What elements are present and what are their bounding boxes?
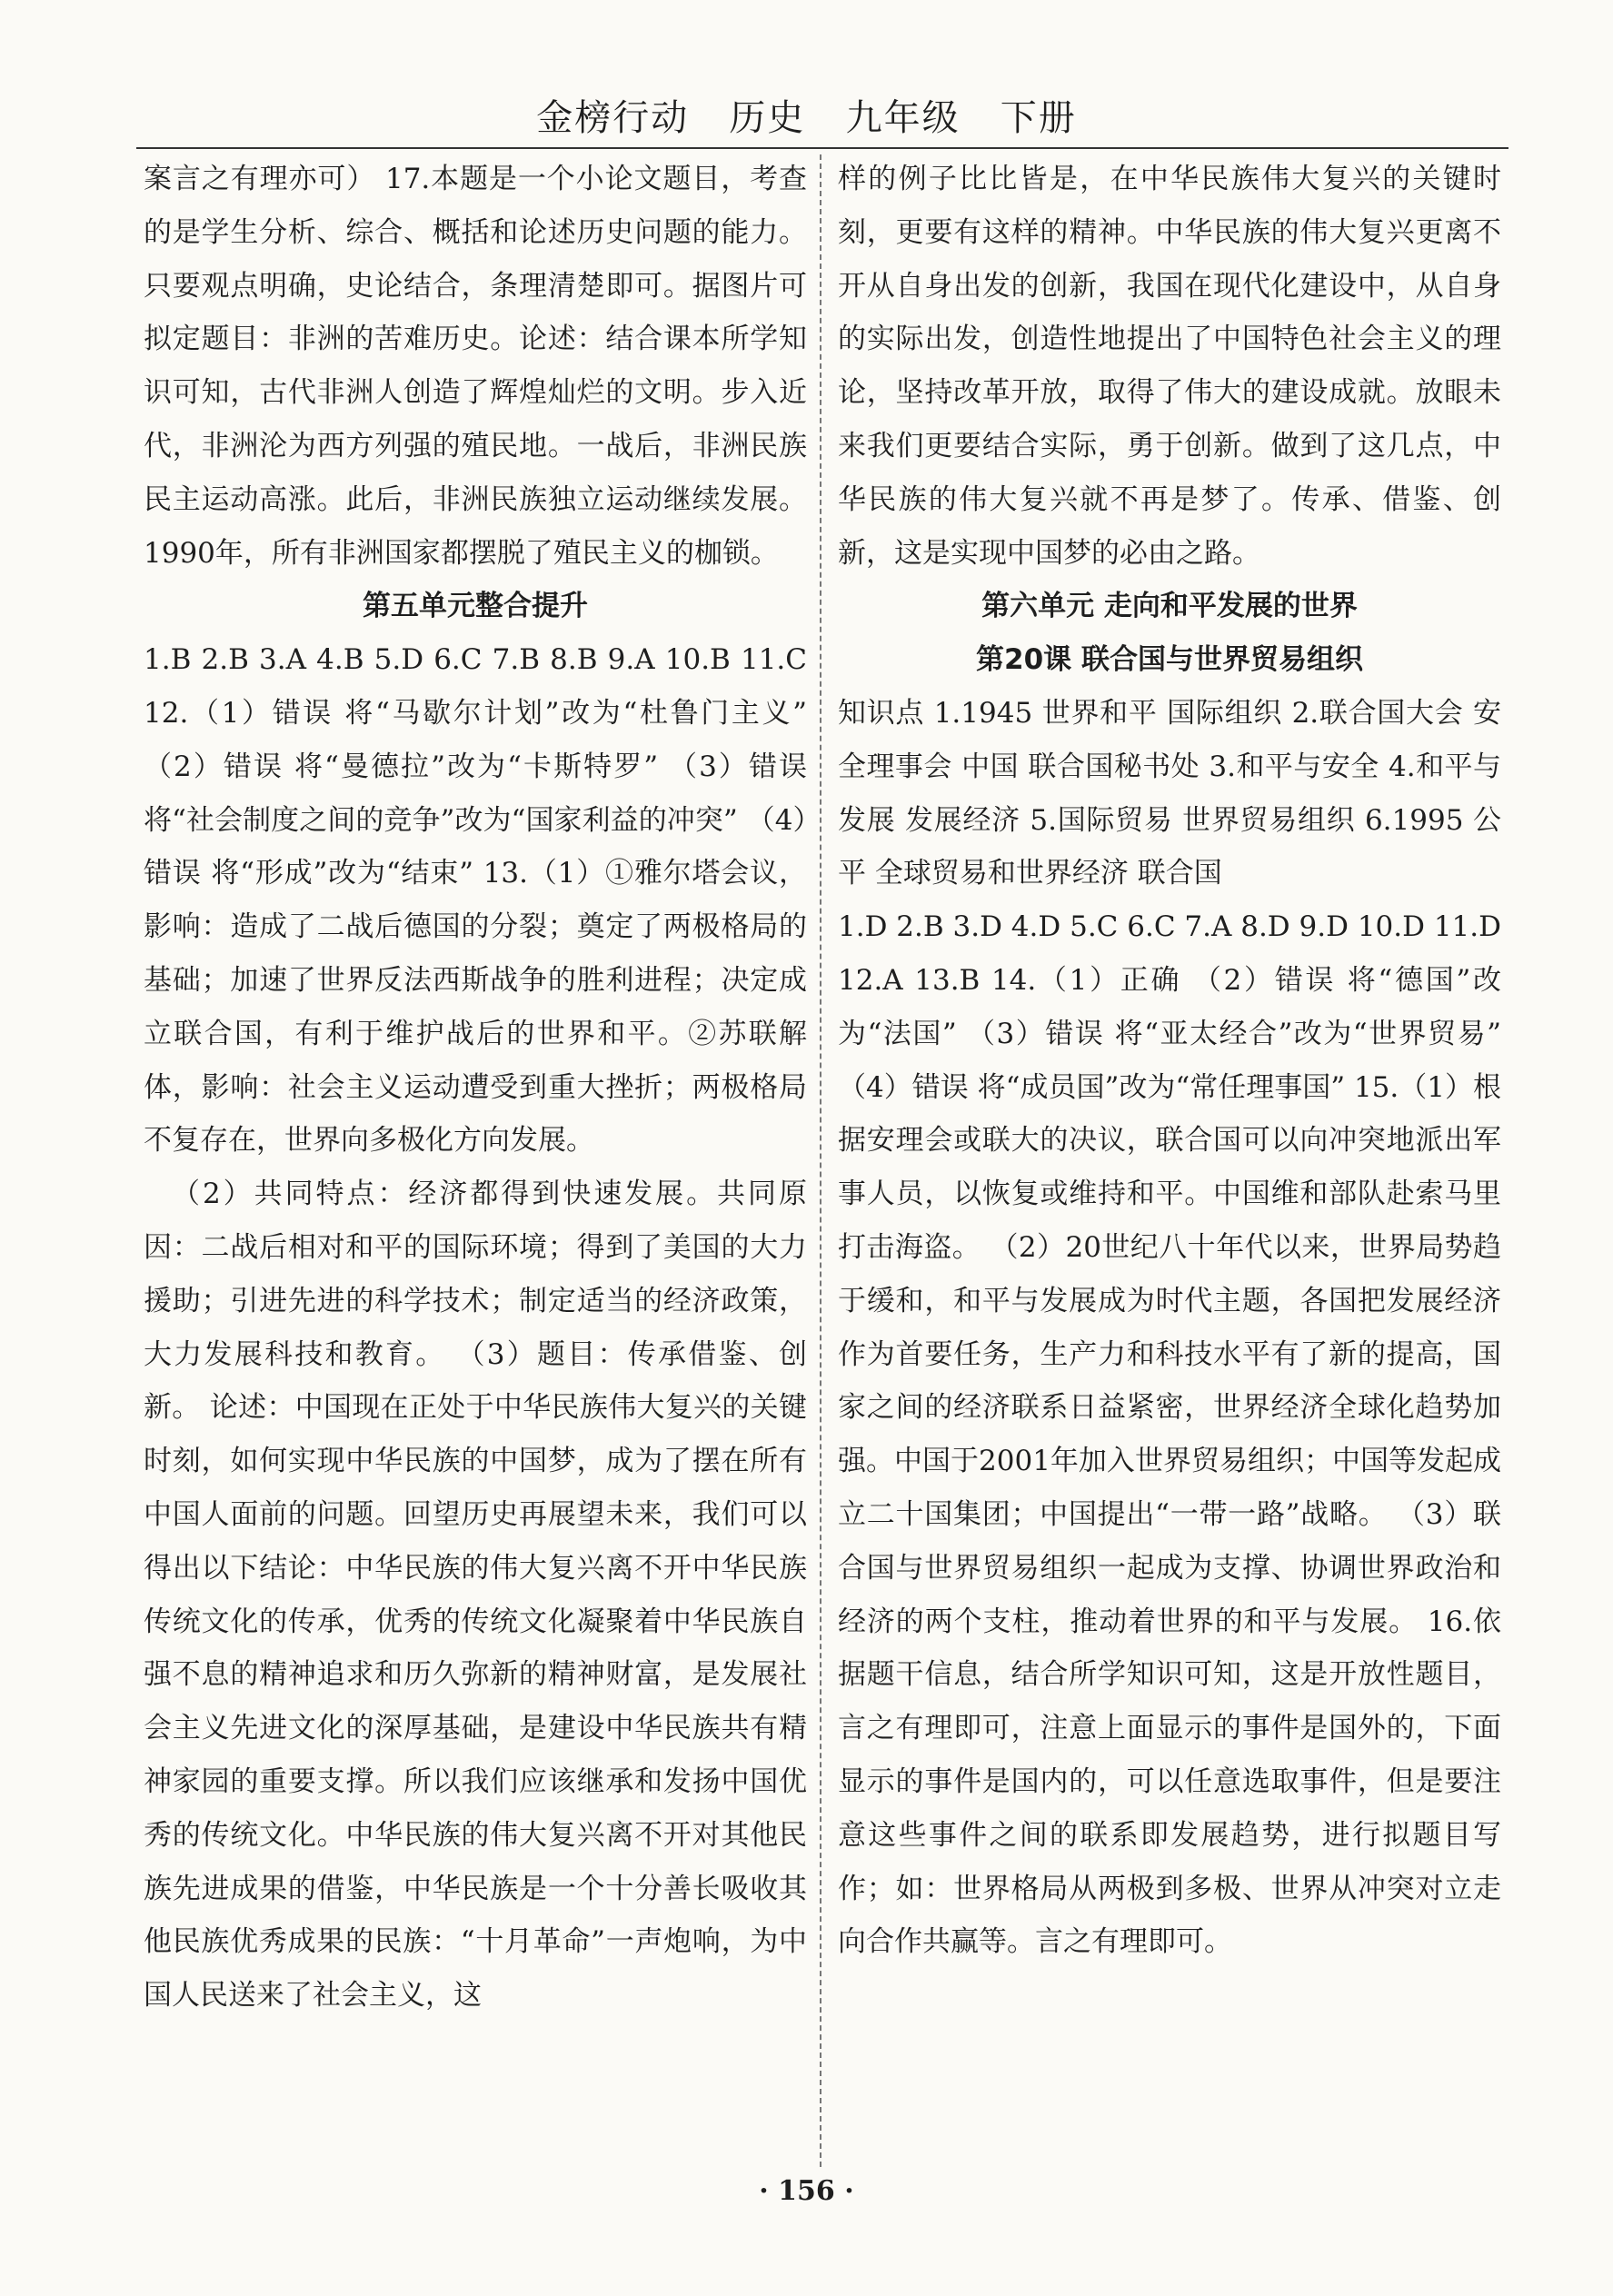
right-paragraph-3: 1.D 2.B 3.D 4.D 5.C 6.C 7.A 8.D 9.D 10.D 11.D 12.A 13.B 14.（1）正确 （2）错误 将“德国”改为“法国” （3）错误 将“亚太经合”改为“世界贸易” （4）错误 将“成员国”改为“常任理事国” 15.（1）根据安理会或联大的决议，联合国可以向冲突地派出军事人员，以恢复或维持和平。中国维和部队赴索马里打击海盗。 （2）20世纪八十年代以来，世界局势趋于缓和，和平与发展成为时代主题，各国把发展经济作为首要任务，生产力和科技水平有了新的提高，国家之间的经济联系日益紧密，世界经济全球化趋势加强。中国于2001年加入世界贸易组织；中国等发起成立二十国集团；中国提出“一带一路”战略。 （3）联合国与世界贸易组织一起成为支撑、协调世界政治和经济的两个支柱，推动着世界的和平与发展。 16.依据题干信息，结合所学知识可知，这是开放性题目，言之有理即可，注意上面显示的事件是国外的，下面显示的事件是国内的，可以任意选取事件，但是要注意这些事件之间的联系即发展趋势，进行拟题目写作；如：世界格局从两极到多极、世界从冲突对立走向合作共赢等。言之有理即可。 [838, 910, 1501, 1959]
left-column [144, 153, 807, 2023]
right-paragraph-1: 样的例子比比皆是，在中华民族伟大复兴的关键时刻，更要有这样的精神。中华民族的伟大复兴更离不开从自身出发的创新，我国在现代化建设中，从自身的实际出发，创造性地提出了中国特色社会主义的理论，坚持改革开放，取得了伟大的建设成就。放眼未来我们更要结合实际，勇于创新。做到了这几点，中华民族的伟大复兴就不再是梦了。传承、借鉴、创新，这是实现中国梦的必由之路。 [838, 163, 1501, 570]
lesson-20-heading: 第20课 联合国与世界贸易组织 [976, 643, 1363, 677]
left-paragraph-2: 1.B 2.B 3.A 4.B 5.D 6.C 7.B 8.B 9.A 10.B 11.C 12.（1）错误 将“马歇尔计划”改为“杜鲁门主义” （2）错误 将“曼德拉”改为“卡斯特罗” （3）错误 将“社会制度之间的竞争”改为“国家利益的冲突” （4）错误 将“形成”改为“结束” 13.（1）①雅尔塔会议，影响：造成了二战后德国的分裂；奠定了两极格局的基础；加速了世界反法西斯战争的胜利进程；决定成立联合国，有利于维护战后的世界和平。②苏联解体，影响：社会主义运动遭受到重大挫折；两极格局不复存在，世界向多极化方向发展。 [144, 643, 807, 1158]
header-rule [136, 147, 1508, 149]
left-paragraph-3: （2）共同特点：经济都得到快速发展。共同原因：二战后相对和平的国际环境；得到了美国的大力援助；引进先进的科学技术；制定适当的经济政策，大力发展科技和教育。 （3）题目：传承借鉴、创新。 论述：中国现在正处于中华民族伟大复兴的关键时刻，如何实现中华民族的中国梦，成为了摆在所有中国人面前的问题。回望历史再展望未来，我们可以得出以下结论：中华民族的伟大复兴离不开中华民族传统文化的传承，优秀的传统文化凝聚着中华民族自强不息的精神追求和历久弥新的精神财富，是发展社会主义先进文化的深厚基础，是建设中华民族共有精神家园的重要支撑。所以我们应该继承和发扬中国优秀的传统文化。中华民族的伟大复兴离不开对其他民族先进成果的借鉴，中华民族是一个十分善长吸收其他民族优秀成果的民族：“十月革命”一声炮响，为中国人民送来了社会主义，这 [144, 1178, 807, 2013]
unit-six-heading: 第六单元 走向和平发展的世界 [981, 590, 1358, 623]
unit-five-heading: 第五单元整合提升 [363, 590, 588, 623]
right-column [838, 153, 1501, 1969]
page-number: · 156 · [759, 2175, 854, 2207]
page-header: 金榜行动 历史 九年级 下册 [536, 97, 1077, 139]
left-paragraph-1: 案言之有理亦可） 17.本题是一个小论文题目，考查的是学生分析、综合、概括和论述历史问题的能力。只要观点明确，史论结合，条理清楚即可。据图片可拟定题目：非洲的苦难历史。论述：结合课本所学知识可知，古代非洲人创造了辉煌灿烂的文明。步入近代，非洲沦为西方列强的殖民地。一战后，非洲民族民主运动高涨。此后，非洲民族独立运动继续发展。1990年，所有非洲国家都摆脱了殖民主义的枷锁。 [144, 163, 807, 570]
right-paragraph-2: 知识点 1.1945 世界和平 国际组织 2.联合国大会 安全理事会 中国 联合国秘书处 3.和平与安全 4.和平与发展 发展经济 5.国际贸易 世界贸易组织 6.1995 公平 全球贸易和世界经济 联合国 [838, 696, 1501, 890]
column-divider [820, 154, 821, 2167]
